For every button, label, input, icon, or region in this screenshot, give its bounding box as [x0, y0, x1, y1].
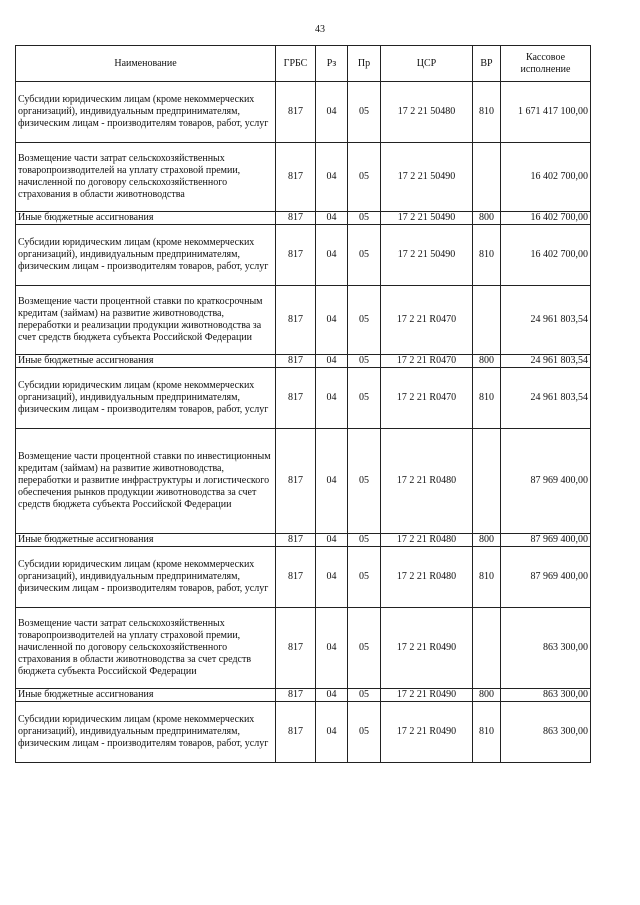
cell-csr: 17 2 21 R0490: [381, 608, 473, 689]
table-row: [16, 547, 591, 608]
header-vr: ВР: [473, 46, 501, 82]
table-row: [16, 355, 591, 368]
cell-rz: 04: [316, 82, 348, 143]
cell-grbs: 817: [276, 547, 316, 608]
cell-pr: 05: [348, 368, 381, 429]
cell-pr: 05: [348, 82, 381, 143]
cell-vr: 810: [473, 368, 501, 429]
header-amount: Кассовое исполнение: [501, 46, 591, 82]
cell-name: Субсидии юридическим лицам (кроме некоммерческих организаций), индивидуальным предпринимателям, физическим лицам - производителям товаров, работ, услуг: [16, 82, 276, 143]
cell-name: Возмещение части затрат сельскохозяйственных товаропроизводителей на уплату страховой премии, начисленной по договору сельскохозяйственного страхования в области животноводства: [16, 143, 276, 212]
cell-amount: 863 300,00: [501, 702, 591, 763]
table-header-row: [16, 46, 591, 82]
header-rz: Рз: [316, 46, 348, 82]
cell-name: Возмещение части процентной ставки по инвестиционным кредитам (займам) на развитие животноводства, переработки и развитие инфраструктуры и логистического обеспечения рынков продукции животноводства за счет средств бюджета субъекта Российской Федерации: [16, 429, 276, 534]
cell-vr: 810: [473, 82, 501, 143]
table-row: [16, 82, 591, 143]
cell-name: Иные бюджетные ассигнования: [16, 534, 276, 547]
cell-csr: 17 2 21 R0470: [381, 286, 473, 355]
cell-rz: 04: [316, 702, 348, 763]
cell-csr: 17 2 21 R0490: [381, 689, 473, 702]
cell-grbs: 817: [276, 368, 316, 429]
cell-vr: [473, 608, 501, 689]
cell-vr: 810: [473, 547, 501, 608]
cell-grbs: 817: [276, 286, 316, 355]
cell-amount: 24 961 803,54: [501, 355, 591, 368]
cell-rz: 04: [316, 225, 348, 286]
cell-grbs: 817: [276, 355, 316, 368]
table-row: [16, 689, 591, 702]
header-csr: ЦСР: [381, 46, 473, 82]
cell-grbs: 817: [276, 82, 316, 143]
cell-name: Возмещение части затрат сельскохозяйственных товаропроизводителей на уплату страховой премии, начисленной по договору сельскохозяйственного страхования в области животноводства за счет средств бюджета субъекта Российской Федерации: [16, 608, 276, 689]
cell-rz: 04: [316, 534, 348, 547]
table-row: [16, 212, 591, 225]
cell-vr: 800: [473, 689, 501, 702]
cell-rz: 04: [316, 429, 348, 534]
table-row: [16, 429, 591, 534]
cell-amount: 24 961 803,54: [501, 368, 591, 429]
cell-csr: 17 2 21 50490: [381, 225, 473, 286]
cell-name: Иные бюджетные ассигнования: [16, 212, 276, 225]
table-row: [16, 286, 591, 355]
cell-pr: 05: [348, 286, 381, 355]
cell-grbs: 817: [276, 608, 316, 689]
cell-rz: 04: [316, 689, 348, 702]
cell-amount: 863 300,00: [501, 608, 591, 689]
cell-name: Иные бюджетные ассигнования: [16, 355, 276, 368]
cell-vr: 800: [473, 355, 501, 368]
cell-pr: 05: [348, 225, 381, 286]
cell-pr: 05: [348, 212, 381, 225]
header-name: Наименование: [16, 46, 276, 82]
table-row: [16, 143, 591, 212]
cell-amount: 87 969 400,00: [501, 429, 591, 534]
cell-name: Субсидии юридическим лицам (кроме некоммерческих организаций), индивидуальным предпринимателям, физическим лицам - производителям товаров, работ, услуг: [16, 547, 276, 608]
cell-grbs: 817: [276, 534, 316, 547]
cell-amount: 1 671 417 100,00: [501, 82, 591, 143]
cell-csr: 17 2 21 50490: [381, 143, 473, 212]
cell-csr: 17 2 21 R0470: [381, 355, 473, 368]
cell-rz: 04: [316, 368, 348, 429]
table-row: [16, 368, 591, 429]
table-row: [16, 225, 591, 286]
cell-csr: 17 2 21 R0480: [381, 547, 473, 608]
cell-pr: 05: [348, 702, 381, 763]
page-number: 43: [315, 24, 325, 35]
cell-amount: 16 402 700,00: [501, 225, 591, 286]
cell-amount: 863 300,00: [501, 689, 591, 702]
cell-grbs: 817: [276, 702, 316, 763]
cell-amount: 24 961 803,54: [501, 286, 591, 355]
cell-name: Субсидии юридическим лицам (кроме некоммерческих организаций), индивидуальным предпринимателям, физическим лицам - производителям товаров, работ, услуг: [16, 225, 276, 286]
cell-amount: 16 402 700,00: [501, 143, 591, 212]
cell-rz: 04: [316, 212, 348, 225]
cell-csr: 17 2 21 R0480: [381, 429, 473, 534]
cell-pr: 05: [348, 534, 381, 547]
cell-pr: 05: [348, 143, 381, 212]
cell-grbs: 817: [276, 225, 316, 286]
cell-pr: 05: [348, 547, 381, 608]
cell-vr: 810: [473, 702, 501, 763]
table-row: [16, 534, 591, 547]
cell-rz: 04: [316, 355, 348, 368]
cell-rz: 04: [316, 286, 348, 355]
cell-vr: [473, 143, 501, 212]
cell-vr: 800: [473, 212, 501, 225]
cell-rz: 04: [316, 143, 348, 212]
cell-name: Возмещение части процентной ставки по краткосрочным кредитам (займам) на развитие животноводства, переработки и реализации продукции животноводства за счет средств бюджета субъекта Российской Федерации: [16, 286, 276, 355]
cell-csr: 17 2 21 R0480: [381, 534, 473, 547]
cell-vr: [473, 429, 501, 534]
cell-grbs: 817: [276, 429, 316, 534]
cell-grbs: 817: [276, 689, 316, 702]
cell-amount: 16 402 700,00: [501, 212, 591, 225]
cell-amount: 87 969 400,00: [501, 547, 591, 608]
cell-amount: 87 969 400,00: [501, 534, 591, 547]
cell-csr: 17 2 21 50480: [381, 82, 473, 143]
cell-vr: 810: [473, 225, 501, 286]
cell-csr: 17 2 21 R0470: [381, 368, 473, 429]
budget-table: [15, 45, 591, 763]
cell-vr: 800: [473, 534, 501, 547]
cell-pr: 05: [348, 429, 381, 534]
cell-name: Субсидии юридическим лицам (кроме некоммерческих организаций), индивидуальным предпринимателям, физическим лицам - производителям товаров, работ, услуг: [16, 702, 276, 763]
cell-csr: 17 2 21 50490: [381, 212, 473, 225]
cell-rz: 04: [316, 608, 348, 689]
table-row: [16, 608, 591, 689]
header-grbs: ГРБС: [276, 46, 316, 82]
cell-pr: 05: [348, 689, 381, 702]
cell-pr: 05: [348, 355, 381, 368]
cell-csr: 17 2 21 R0490: [381, 702, 473, 763]
cell-vr: [473, 286, 501, 355]
cell-rz: 04: [316, 547, 348, 608]
table-body: [16, 82, 591, 763]
cell-pr: 05: [348, 608, 381, 689]
header-pr: Пр: [348, 46, 381, 82]
table-row: [16, 702, 591, 763]
cell-grbs: 817: [276, 143, 316, 212]
cell-grbs: 817: [276, 212, 316, 225]
cell-name: Иные бюджетные ассигнования: [16, 689, 276, 702]
cell-name: Субсидии юридическим лицам (кроме некоммерческих организаций), индивидуальным предпринимателям, физическим лицам - производителям товаров, работ, услуг: [16, 368, 276, 429]
